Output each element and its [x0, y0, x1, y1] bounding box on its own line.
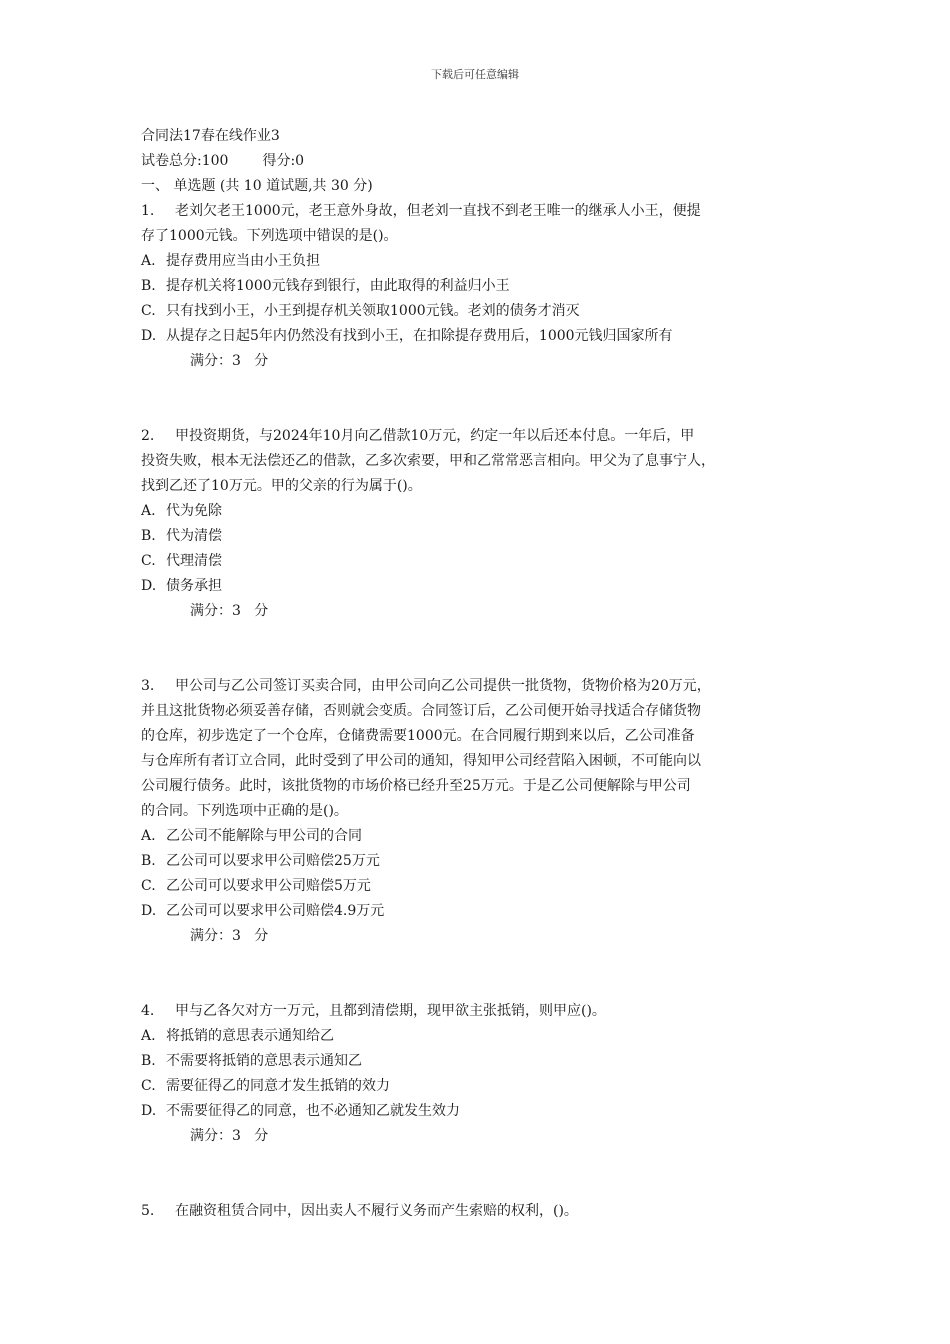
question-stem-text: 找到乙还了10万元。甲的父亲的行为属于()。 — [141, 478, 422, 494]
option-label: C. — [141, 553, 156, 569]
question-list — [141, 199, 813, 1224]
option-text: 债务承担 — [166, 578, 222, 594]
question-stem-text: 存了1000元钱。下列选项中错误的是()。 — [141, 228, 398, 244]
answer-option[interactable] — [141, 499, 813, 524]
question-stem-line — [141, 724, 813, 749]
answer-option[interactable] — [141, 524, 813, 549]
option-label: D. — [141, 578, 157, 594]
option-text: 乙公司可以要求甲公司赔偿4.9万元 — [166, 903, 385, 919]
section-heading: 一、 单选题 (共 10 道试题,共 30 分) — [141, 178, 373, 194]
question-stem-line — [141, 199, 813, 224]
answer-option[interactable] — [141, 1049, 813, 1074]
question-number: 5. — [141, 1203, 155, 1219]
question-stem-line — [141, 224, 813, 249]
page-header: 下载后可任意编辑 — [431, 68, 519, 81]
question-spacer — [141, 949, 813, 999]
question-item — [141, 199, 813, 424]
option-text: 代为免除 — [166, 503, 222, 519]
question-spacer — [141, 1149, 813, 1199]
option-text: 乙公司可以要求甲公司赔偿25万元 — [166, 853, 380, 869]
answer-option[interactable] — [141, 574, 813, 599]
option-text: 不需要征得乙的同意，也不必通知乙就发生效力 — [166, 1103, 460, 1119]
question-spacer — [141, 624, 813, 674]
answer-option[interactable] — [141, 1024, 813, 1049]
question-item — [141, 674, 813, 999]
question-stem-text: 的合同。下列选项中正确的是()。 — [141, 803, 348, 819]
answer-option[interactable] — [141, 874, 813, 899]
option-label: D. — [141, 1103, 157, 1119]
question-stem-text: 公司履行债务。此时，该批货物的市场价格已经升至25万元。于是乙公司便解除与甲公司 — [141, 778, 691, 794]
question-score: 满分：3 分 — [190, 928, 269, 944]
question-stem-text: 甲投资期货，与2024年10月向乙借款10万元，约定一年以后还本付息。一年后，甲 — [175, 428, 695, 444]
question-stem-text: 并且这批货物必须妥善存储，否则就会变质。合同签订后，乙公司便开始寻找适合存储货物 — [141, 703, 701, 719]
question-item — [141, 424, 813, 674]
question-stem-line — [141, 449, 813, 474]
question-item — [141, 1199, 813, 1224]
option-text: 乙公司不能解除与甲公司的合同 — [166, 828, 362, 844]
question-score: 满分：3 分 — [190, 1128, 269, 1144]
question-stem-line — [141, 674, 813, 699]
option-label: A. — [141, 503, 156, 519]
question-stem-text: 与仓库所有者订立合同，此时受到了甲公司的通知，得知甲公司经营陷入困顿，不可能向以 — [141, 753, 701, 769]
option-label: A. — [141, 253, 156, 269]
option-text: 乙公司可以要求甲公司赔偿5万元 — [166, 878, 371, 894]
option-text: 从提存之日起5年内仍然没有找到小王，在扣除提存费用后，1000元钱归国家所有 — [166, 328, 673, 344]
answer-option[interactable] — [141, 274, 813, 299]
question-stem-text: 在融资租赁合同中，因出卖人不履行义务而产生索赔的权利，()。 — [175, 1203, 578, 1219]
obtained-score: 得分:0 — [262, 153, 305, 169]
question-spacer — [141, 374, 813, 424]
option-label: B. — [141, 278, 156, 294]
answer-option[interactable] — [141, 824, 813, 849]
answer-option[interactable] — [141, 1099, 813, 1124]
answer-option[interactable] — [141, 299, 813, 324]
option-label: D. — [141, 903, 157, 919]
total-score: 试卷总分:100 — [141, 153, 229, 169]
option-text: 代为清偿 — [166, 528, 222, 544]
option-label: B. — [141, 853, 156, 869]
answer-option[interactable] — [141, 899, 813, 924]
question-stem-line — [141, 774, 813, 799]
option-label: A. — [141, 828, 156, 844]
question-stem-line — [141, 699, 813, 724]
score-summary — [141, 149, 813, 174]
answer-option[interactable] — [141, 324, 813, 349]
question-number: 4. — [141, 1003, 155, 1019]
exam-title: 合同法17春在线作业3 — [141, 128, 280, 144]
option-text: 代理清偿 — [166, 553, 222, 569]
question-stem-text: 的仓库，初步选定了一个仓库，仓储费需要1000元。在合同履行期到来以后，乙公司准备 — [141, 728, 695, 744]
question-score: 满分：3 分 — [190, 603, 269, 619]
option-label: B. — [141, 528, 156, 544]
option-label: B. — [141, 1053, 156, 1069]
option-label: C. — [141, 1078, 156, 1094]
question-number: 1. — [141, 203, 155, 219]
option-label: A. — [141, 1028, 156, 1044]
question-stem-line — [141, 1199, 813, 1224]
option-label: C. — [141, 303, 156, 319]
question-stem-text: 甲与乙各欠对方一万元，且都到清偿期，现甲欲主张抵销，则甲应()。 — [175, 1003, 606, 1019]
question-stem-line — [141, 474, 813, 499]
question-stem-text: 投资失败，根本无法偿还乙的借款，乙多次索要，甲和乙常常恶言相向。甲父为了息事宁人， — [141, 453, 715, 469]
option-label: D. — [141, 328, 157, 344]
question-stem-line — [141, 424, 813, 449]
option-text: 需要征得乙的同意才发生抵销的效力 — [166, 1078, 390, 1094]
answer-option[interactable] — [141, 1074, 813, 1099]
question-stem-line — [141, 999, 813, 1024]
question-stem-text: 老刘欠老王1000元，老王意外身故，但老刘一直找不到老王唯一的继承人小王，便提 — [175, 203, 701, 219]
question-stem-line — [141, 799, 813, 824]
option-text: 将抵销的意思表示通知给乙 — [166, 1028, 334, 1044]
option-text: 不需要将抵销的意思表示通知乙 — [166, 1053, 362, 1069]
option-label: C. — [141, 878, 156, 894]
option-text: 只有找到小王，小王到提存机关领取1000元钱。老刘的债务才消灭 — [166, 303, 580, 319]
exam-document — [141, 124, 813, 1224]
answer-option[interactable] — [141, 549, 813, 574]
question-stem-text: 甲公司与乙公司签订买卖合同，由甲公司向乙公司提供一批货物，货物价格为20万元， — [175, 678, 711, 694]
question-stem-line — [141, 749, 813, 774]
question-item — [141, 999, 813, 1199]
option-text: 提存机关将1000元钱存到银行，由此取得的利益归小王 — [166, 278, 510, 294]
option-text: 提存费用应当由小王负担 — [166, 253, 320, 269]
question-score: 满分：3 分 — [190, 353, 269, 369]
question-number: 2. — [141, 428, 155, 444]
answer-option[interactable] — [141, 849, 813, 874]
question-number: 3. — [141, 678, 155, 694]
answer-option[interactable] — [141, 249, 813, 274]
